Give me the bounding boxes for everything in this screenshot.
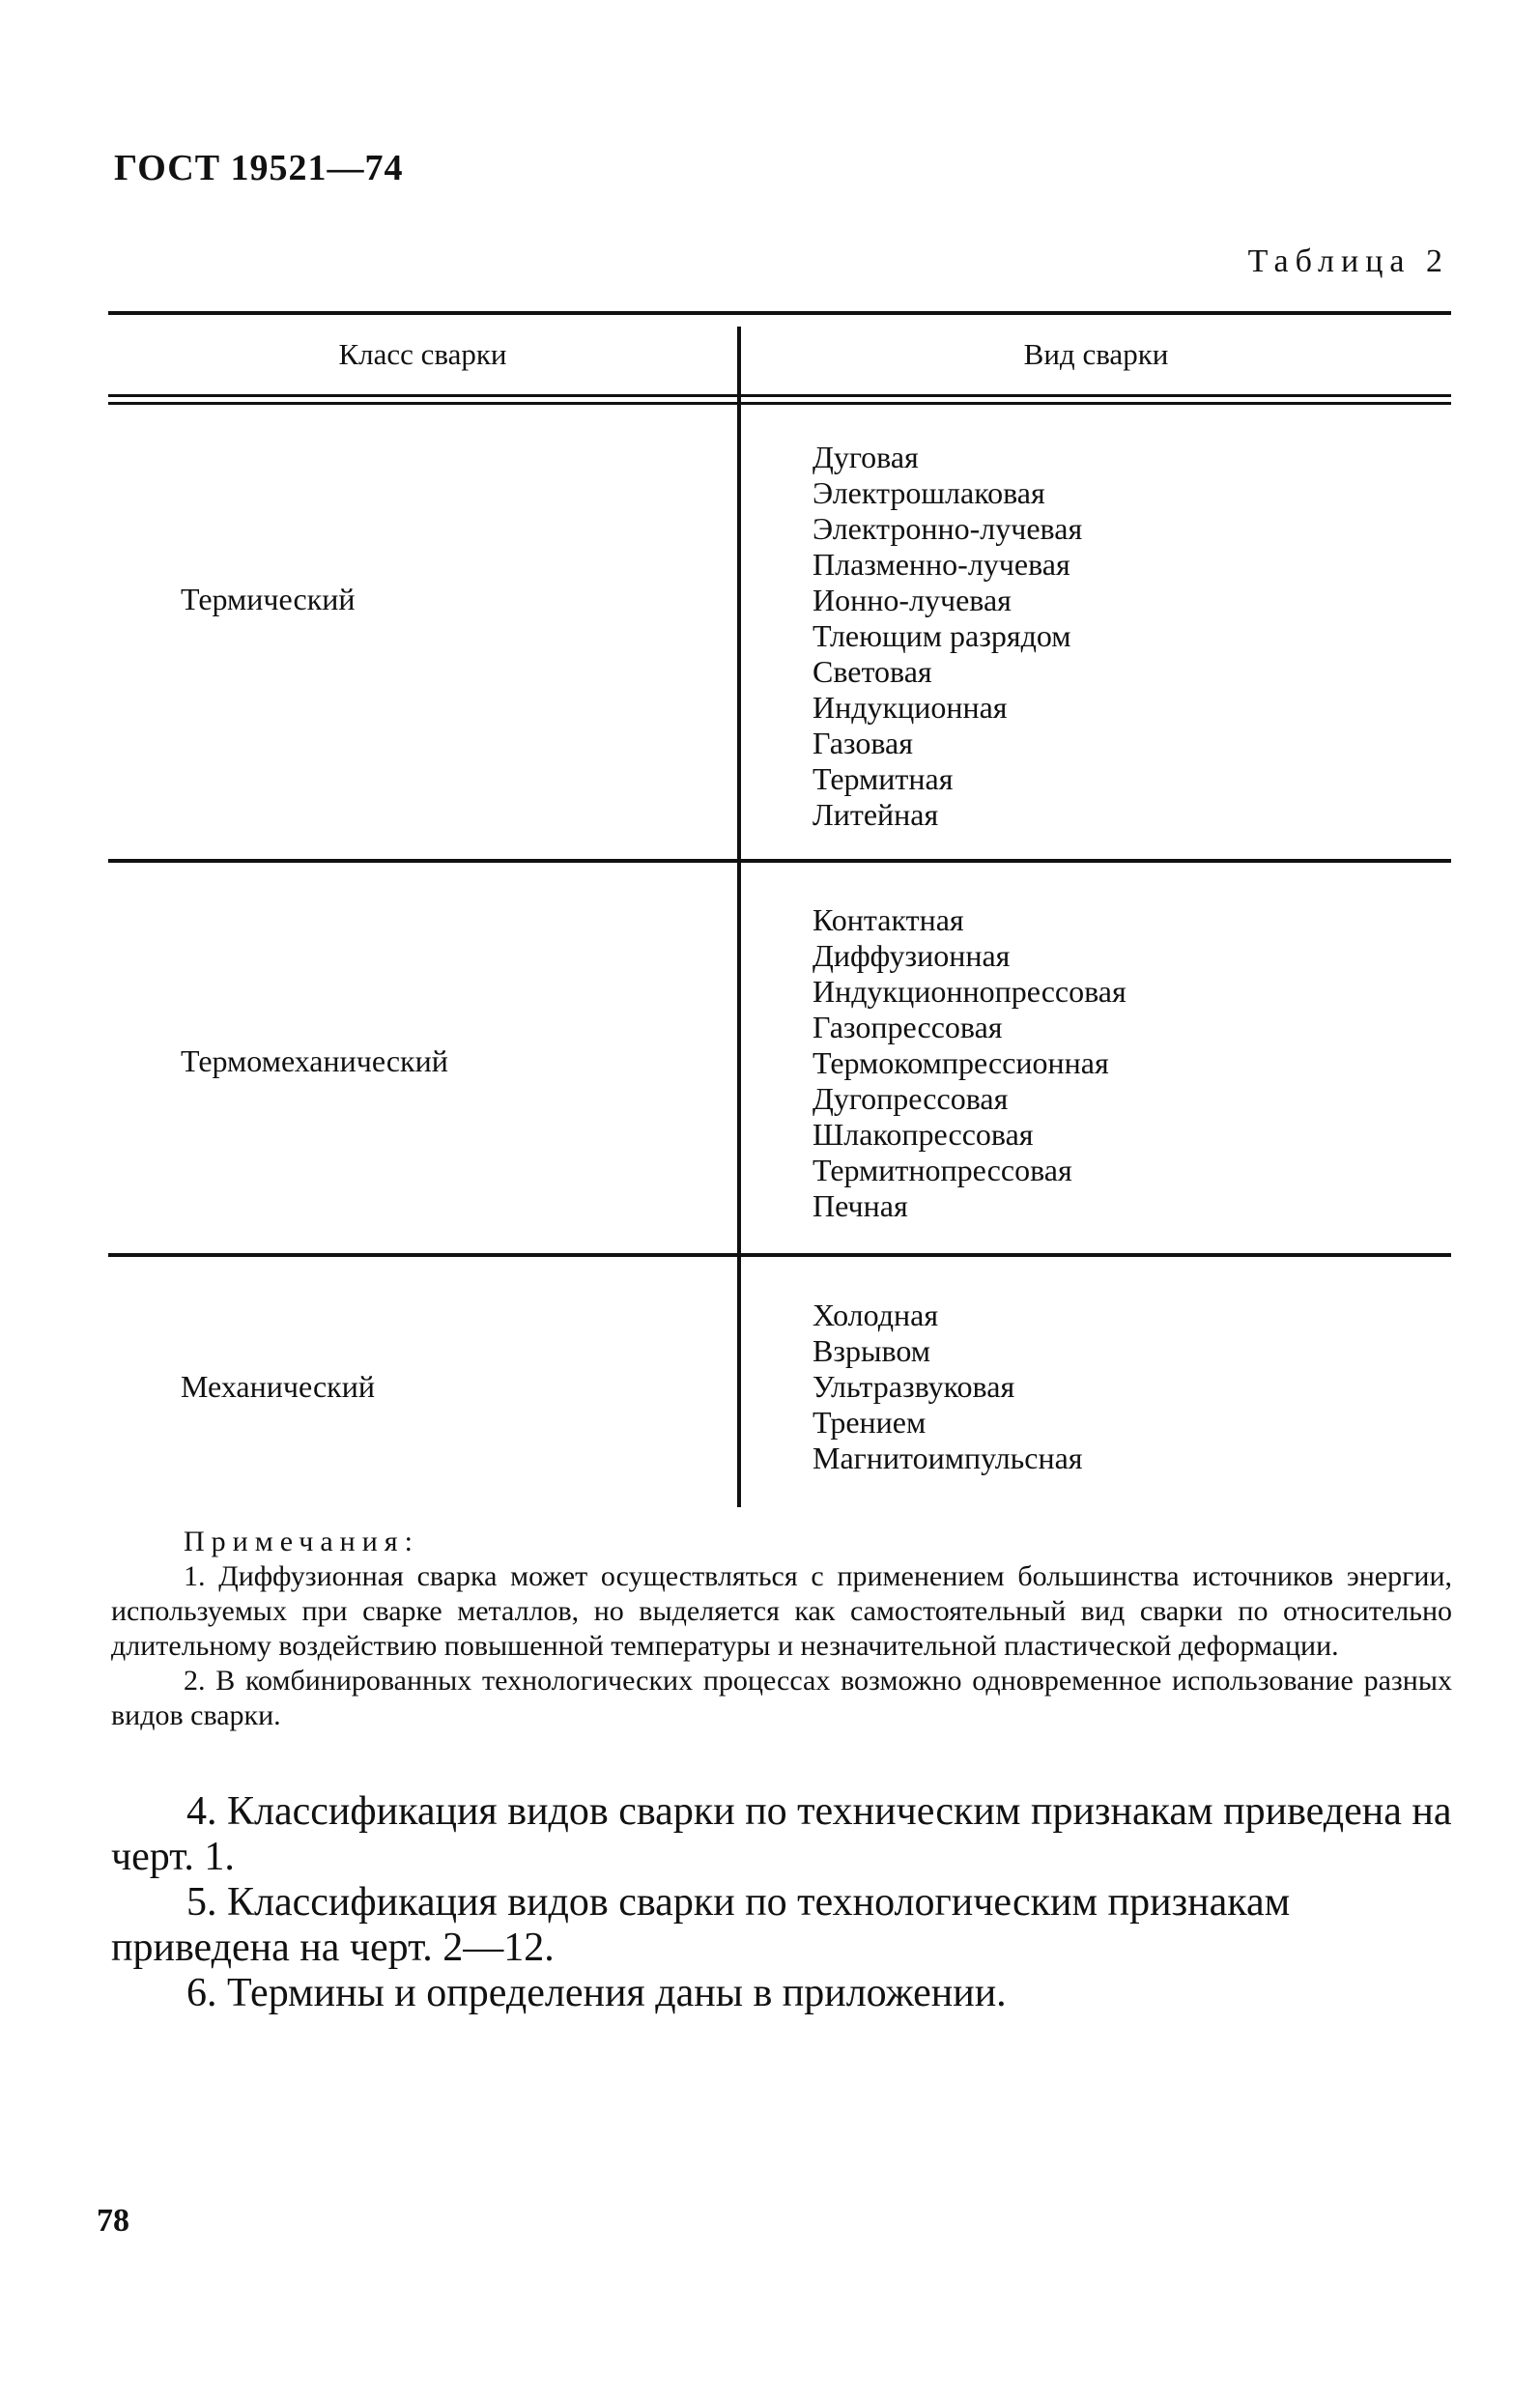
type-item: Электронно-лучевая (813, 511, 1083, 546)
column-header-class: Класс сварки (338, 337, 507, 371)
type-item: Индукционнопрессовая (813, 974, 1126, 1009)
paragraph-6: 6. Термины и определения даны в приложении. (186, 1971, 1007, 2015)
table-top-rule (108, 311, 1451, 315)
type-item: Ультразвуковая (813, 1369, 1015, 1404)
note-item: 2. В комбинированных технологических процессах возможно одновременное использование разных видов сварки. (111, 1665, 1452, 1731)
welding-classes-table (108, 311, 1451, 1499)
notes-section (111, 1525, 1452, 1733)
type-item: Контактная (813, 902, 964, 937)
paragraph-5: 5. Классификация видов сварки по технологическим признакам приведена на черт. 2—12. (111, 1880, 1291, 1970)
type-item: Плазменно-лучевая (813, 547, 1070, 582)
type-item: Трением (813, 1405, 927, 1440)
class-thermal: Термический (181, 582, 356, 616)
table-label: Таблица 2 (1247, 243, 1449, 279)
type-item: Дугопрессовая (813, 1081, 1009, 1116)
type-item: Дуговая (813, 440, 919, 474)
type-item: Взрывом (813, 1333, 931, 1368)
type-item: Диффузионная (813, 938, 1011, 973)
type-item: Термитнопрессовая (813, 1153, 1072, 1187)
column-divider (737, 327, 741, 1507)
page-number: 78 (97, 2203, 129, 2239)
type-item: Печная (813, 1188, 908, 1223)
header-rule-upper (108, 394, 1451, 397)
type-item: Газопрессовая (813, 1010, 1003, 1044)
notes-title: Примечания: (184, 1526, 419, 1557)
column-header-type: Вид сварки (1023, 337, 1169, 371)
class-thermomechanical: Термомеханический (181, 1043, 448, 1078)
type-item: Индукционная (813, 690, 1008, 725)
type-item: Тлеющим разрядом (813, 618, 1071, 653)
type-item: Термокомпрессионная (813, 1045, 1109, 1080)
note-item: 1. Диффузионная сварка может осуществляться с применением большинства источников энергии, используемых при сварке металлов, но выделяется как самостоятельный вид сварки по относительно длительному воздействию повышенной температуры и незначительной пластической деформации. (111, 1560, 1452, 1662)
type-item: Световая (813, 654, 932, 689)
group-divider (108, 859, 1451, 863)
body-paragraphs (111, 1789, 1454, 2016)
group-divider (108, 1253, 1451, 1257)
type-item: Шлакопрессовая (813, 1117, 1034, 1152)
types-thermomechanical (813, 902, 1126, 1224)
types-mechanical (813, 1298, 1083, 1476)
type-item: Литейная (813, 797, 939, 832)
document-code: ГОСТ 19521—74 (114, 148, 404, 188)
type-item: Термитная (813, 761, 954, 796)
type-item: Магнитоимпульсная (813, 1441, 1083, 1475)
header-rule-lower (108, 402, 1451, 405)
type-item: Газовая (813, 726, 913, 760)
type-item: Ионно-лучевая (813, 583, 1012, 617)
class-mechanical: Механический (181, 1369, 375, 1404)
type-item: Холодная (813, 1298, 939, 1332)
types-thermal (813, 440, 1082, 833)
paragraph-4: 4. Классификация видов сварки по техническим признакам приведена на черт. 1. (111, 1789, 1452, 1879)
type-item: Электрошлаковая (813, 475, 1045, 510)
